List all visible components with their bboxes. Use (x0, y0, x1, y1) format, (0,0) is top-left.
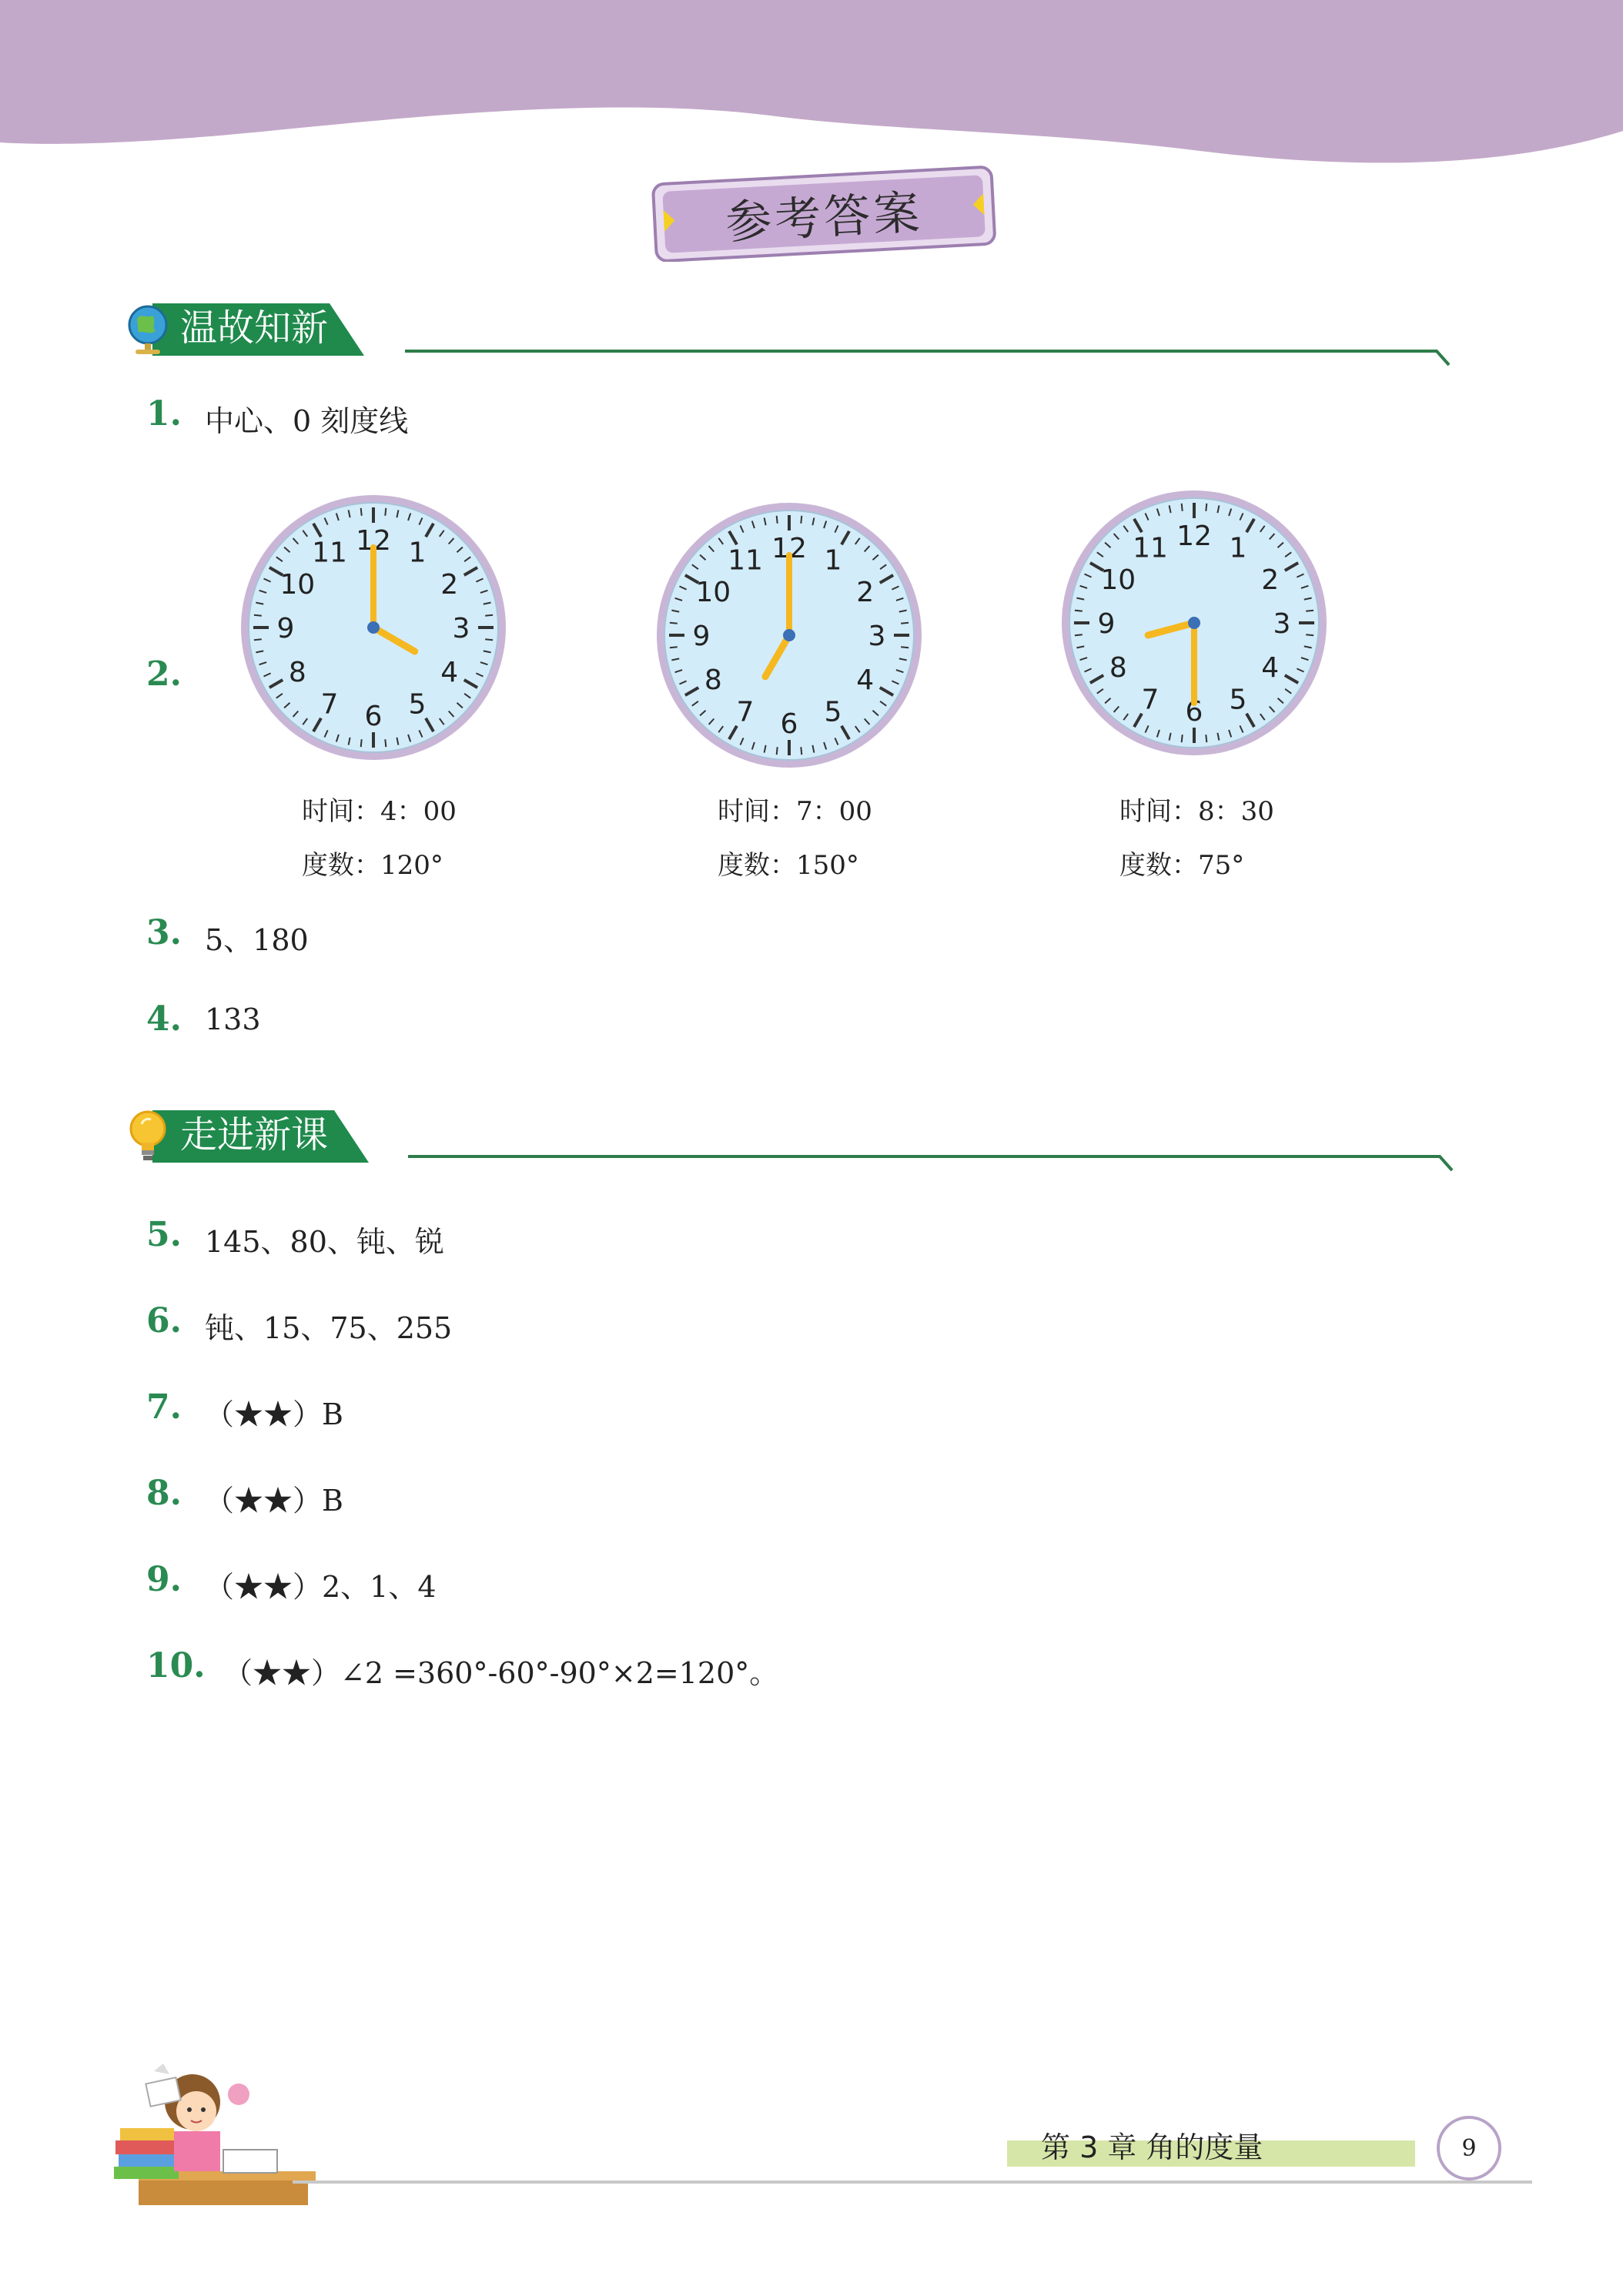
clock-tick (777, 747, 778, 755)
clock-numeral: 5 (1229, 684, 1247, 716)
clock-tick (254, 639, 262, 640)
clock-face-3 (1052, 480, 1337, 765)
clock-numeral: 4 (1261, 652, 1280, 684)
clock-numeral: 9 (692, 621, 711, 652)
clock-tick (361, 739, 362, 747)
clock-face-1 (231, 485, 516, 770)
clock-numeral: 10 (695, 577, 731, 608)
question-number: 6. (146, 1301, 182, 1340)
question-answer: （★★）B (205, 1484, 343, 1518)
clock-tick (1075, 634, 1083, 635)
clock-tick (777, 516, 778, 524)
clock-tick (901, 623, 909, 624)
clock-numeral: 8 (1109, 652, 1127, 684)
question-answer: 钝、15、75、255 (205, 1311, 453, 1345)
clock-tick (670, 623, 678, 624)
page-number: 9 (1437, 2116, 1501, 2181)
question-number: 1. (146, 394, 182, 433)
question-number: 2. (146, 654, 182, 694)
clock-tick (254, 615, 262, 616)
question-answer: 5、180 (205, 923, 309, 957)
question-number: 8. (146, 1474, 182, 1513)
clock-numeral: 1 (824, 544, 842, 577)
clock-numeral: 3 (1273, 608, 1291, 640)
page-title: 参考答案 (724, 186, 924, 250)
section-title-review: 温故知新 (180, 306, 329, 350)
question-number: 3. (146, 913, 182, 952)
clock-numeral: 6 (780, 708, 798, 740)
clock-numeral: 1 (408, 537, 427, 569)
clock-tick (485, 615, 493, 616)
clock-tick (361, 508, 362, 516)
clock-numeral: 10 (279, 569, 316, 601)
clock-numeral: 8 (704, 664, 722, 696)
question-number: 7. (146, 1387, 182, 1427)
clock-tick (385, 508, 386, 516)
clock-numeral: 3 (868, 621, 886, 652)
clock-numeral: 5 (824, 696, 842, 728)
clock-numeral: 2 (856, 577, 875, 608)
clock-numeral: 2 (1261, 564, 1280, 596)
clock-numeral: 6 (1185, 696, 1203, 728)
clock-tick (1306, 634, 1313, 635)
clock-numeral: 12 (1176, 520, 1212, 552)
clock-tick (901, 647, 909, 648)
clock-time-label: 时间：4：00 (302, 796, 457, 827)
question-answer: 133 (205, 1002, 261, 1036)
clock-numeral: 12 (356, 525, 391, 557)
clock-numeral: 11 (312, 537, 347, 569)
section-line-new-lesson (408, 1150, 1455, 1173)
clock-numeral: 8 (288, 657, 306, 688)
clock-face-2 (647, 493, 932, 778)
clock-tick (1182, 504, 1183, 511)
clock-numeral: 9 (276, 613, 295, 644)
clock-degree-label: 度数：75° (1119, 850, 1245, 881)
globe-icon (123, 302, 176, 357)
footer-divider (293, 2181, 1532, 2184)
clock-center-pin (783, 629, 795, 641)
clock-numeral: 1 (1229, 532, 1247, 564)
clock-numeral: 7 (736, 696, 755, 728)
clock-tick (670, 647, 678, 648)
question-answer: （★★）∠2 =360°-60°-90°×2=120°。 (223, 1656, 779, 1690)
lightbulb-icon (125, 1106, 171, 1167)
clock-numeral: 3 (452, 613, 470, 644)
clock-time-label: 时间：7：00 (718, 796, 872, 827)
clock-numeral: 9 (1097, 608, 1116, 640)
clock-numeral: 10 (1100, 564, 1136, 596)
clock-numeral: 6 (364, 701, 383, 732)
question-number: 4. (146, 999, 182, 1039)
footer-chapter-title: 第 3 章 角的度量 (1041, 2130, 1263, 2164)
clock-degree-label: 度数：120° (302, 850, 443, 881)
question-number: 9. (146, 1560, 182, 1599)
section-title-new-lesson: 走进新课 (180, 1113, 329, 1156)
clock-numeral: 2 (440, 569, 459, 601)
clock-numeral: 4 (856, 664, 875, 696)
question-number: 10. (146, 1646, 206, 1685)
clock-tick (1182, 735, 1183, 742)
question-answer: 145、80、钝、锐 (205, 1225, 444, 1259)
clock-degree-label: 度数：150° (718, 850, 859, 881)
section-line-review (405, 345, 1452, 368)
clock-numeral: 7 (1141, 684, 1160, 716)
question-number: 5. (146, 1215, 182, 1254)
clock-numeral: 11 (728, 544, 763, 577)
clock-center-pin (367, 621, 380, 634)
clock-numeral: 7 (320, 688, 339, 721)
clock-numeral: 5 (408, 688, 427, 721)
girl-studying-illustration (108, 2048, 323, 2217)
clock-numeral: 11 (1133, 532, 1168, 564)
clock-numeral: 12 (771, 533, 807, 564)
clock-numeral: 4 (440, 657, 459, 688)
question-answer: 中心、0 刻度线 (205, 404, 409, 438)
question-answer: （★★）2、1、4 (205, 1570, 437, 1604)
question-answer: （★★）B (205, 1397, 343, 1431)
clock-time-label: 时间：8：30 (1119, 796, 1274, 827)
clock-tick (385, 739, 386, 747)
clock-center-pin (1188, 617, 1200, 629)
clock-tick (485, 639, 493, 640)
